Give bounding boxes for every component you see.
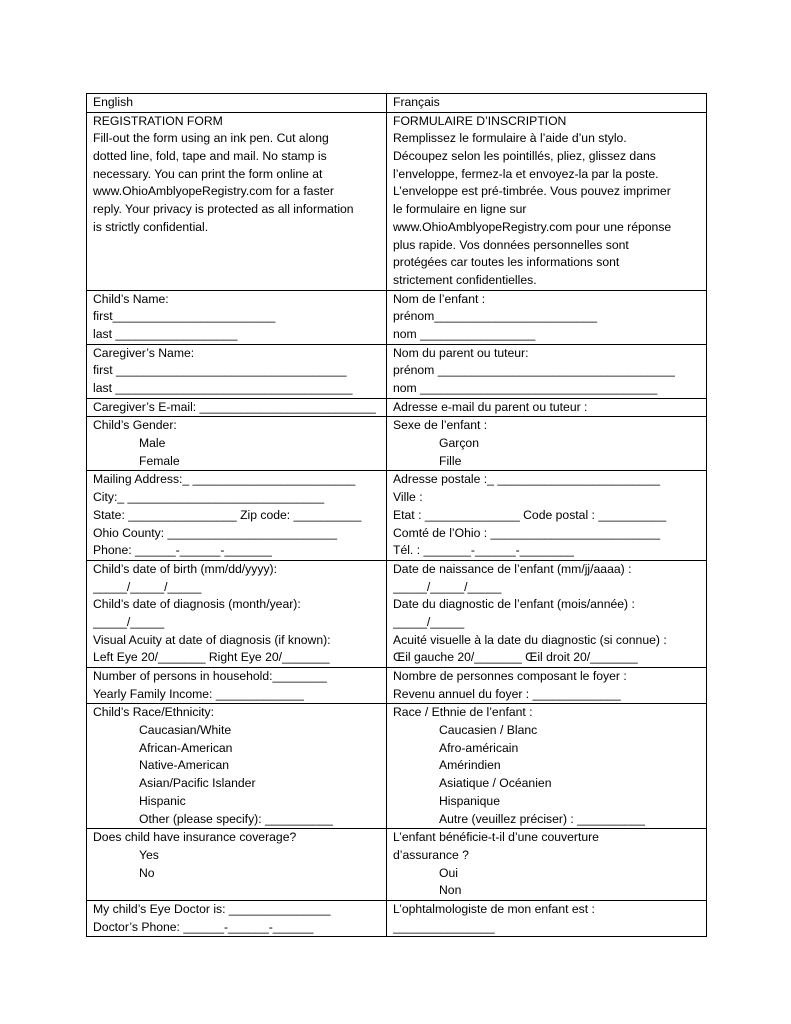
mailing-address-field[interactable]: Mailing Address:_ ________________________ <box>93 472 356 487</box>
caregiver-name-french[interactable] <box>387 344 707 398</box>
insurance-label: d’assurance ? <box>393 847 469 862</box>
intro-english <box>87 112 387 290</box>
race-row <box>87 704 707 829</box>
insurance-label: L’enfant bénéficie-t-il d’une couverture <box>393 830 599 845</box>
eye-doctor-field[interactable]: My child’s Eye Doctor is: _______________ <box>93 901 331 916</box>
eye-doctor-field[interactable]: _______________ <box>393 919 495 934</box>
child-last-name-field[interactable]: last __________________ <box>93 326 238 341</box>
phone-field[interactable]: Tél. : _______-______-________ <box>393 543 574 558</box>
caregiver-name-label: Nom du parent ou tuteur: <box>393 345 529 360</box>
child-name-row <box>87 290 707 344</box>
race-option-other[interactable]: Autre (veuillez préciser) : __________ <box>439 811 645 826</box>
dates-row <box>87 560 707 667</box>
caregiver-last-name-field[interactable]: last ___________________________________ <box>93 381 353 395</box>
gender-label: Sexe de l’enfant : <box>393 418 488 433</box>
doctor-french[interactable] <box>387 900 707 936</box>
diagnosis-date-label: Child’s date of diagnosis (month/year): <box>93 597 301 612</box>
birth-date-label: Child’s date of birth (mm/dd/yyyy): <box>93 561 278 576</box>
intro-text: www.OhioAmblyopeRegistry.com pour une réponse <box>393 219 672 234</box>
household-french[interactable] <box>387 668 707 704</box>
caregiver-email-french[interactable] <box>387 398 707 417</box>
race-french <box>387 704 707 829</box>
visual-acuity-field[interactable]: Œil gauche 20/_______ Œil droit 20/_______ <box>393 650 638 665</box>
child-name-french[interactable] <box>387 290 707 344</box>
mailing-address-row <box>87 471 707 560</box>
child-name-label: Child’s Name: <box>93 291 169 306</box>
insurance-label: Does child have insurance coverage? <box>93 830 297 845</box>
race-option[interactable]: African-American <box>139 740 233 755</box>
family-income-field[interactable]: Yearly Family Income: _____________ <box>93 686 304 701</box>
race-option[interactable]: Caucasien / Blanc <box>439 723 538 738</box>
race-option-other[interactable]: Other (please specify): __________ <box>139 811 333 826</box>
insurance-english <box>87 829 387 901</box>
gender-option-female[interactable]: Female <box>139 453 180 468</box>
intro-french <box>387 112 707 290</box>
intro-title: FORMULAIRE D’INSCRIPTION <box>393 113 567 128</box>
birth-date-field[interactable]: _____/_____/_____ <box>93 579 202 594</box>
child-name-english[interactable] <box>87 290 387 344</box>
caregiver-name-english[interactable] <box>87 344 387 398</box>
insurance-row <box>87 829 707 901</box>
header-english: English <box>87 94 387 113</box>
household-size-field[interactable]: Nombre de personnes composant le foyer : <box>393 669 627 683</box>
gender-english <box>87 417 387 471</box>
race-english <box>87 704 387 829</box>
race-option[interactable]: Asian/Pacific Islander <box>139 776 256 791</box>
state-zip-field[interactable]: Etat : ______________ Code postal : __________ <box>393 507 667 522</box>
caregiver-first-name-field[interactable]: first __________________________________ <box>93 363 347 378</box>
child-first-name-field[interactable]: prénom________________________ <box>393 309 597 324</box>
intro-text: le formulaire en ligne sur <box>393 202 527 217</box>
intro-text: is strictly confidential. <box>93 219 209 234</box>
gender-option-female[interactable]: Fille <box>439 453 462 468</box>
caregiver-email-english[interactable] <box>87 398 387 417</box>
dates-french[interactable] <box>387 560 707 667</box>
header-row <box>87 94 707 113</box>
child-first-name-field[interactable]: first________________________ <box>93 309 276 324</box>
caregiver-last-name-field[interactable]: nom ___________________________________ <box>393 381 658 395</box>
insurance-option-yes[interactable]: Yes <box>139 847 159 862</box>
caregiver-email-row <box>87 398 707 417</box>
race-option[interactable]: Asiatique / Océanien <box>439 776 552 791</box>
state-zip-field[interactable]: State: ________________ Zip code: __________ <box>93 507 362 522</box>
race-option[interactable]: Native-American <box>139 758 230 773</box>
race-option[interactable]: Afro-américain <box>439 740 519 755</box>
visual-acuity-label: Acuité visuelle à la date du diagnostic (si connue) : <box>393 632 667 647</box>
doctor-phone-field[interactable]: Doctor’s Phone: ______-______-______ <box>93 919 314 934</box>
race-option[interactable]: Hispanic <box>139 793 186 808</box>
race-label: Race / Ethnie de l’enfant : <box>393 705 533 720</box>
intro-text: Remplissez le formulaire à l’aide d’un stylo. <box>393 131 627 146</box>
mailing-address-english[interactable] <box>87 471 387 560</box>
gender-row <box>87 417 707 471</box>
diagnosis-date-field[interactable]: _____/_____ <box>93 614 165 629</box>
county-field[interactable]: Comté de l’Ohio : _________________________ <box>393 525 660 540</box>
child-last-name-field[interactable]: nom _________________ <box>393 326 536 341</box>
birth-date-field[interactable]: _____/_____/_____ <box>393 579 502 594</box>
child-name-label: Nom de l’enfant : <box>393 291 486 306</box>
intro-text: l’enveloppe, fermez-la et envoyez-la par la poste. <box>393 166 659 181</box>
gender-french <box>387 417 707 471</box>
gender-option-male[interactable]: Garçon <box>439 436 479 451</box>
family-income-field[interactable]: Revenu annuel du foyer : _____________ <box>393 686 621 701</box>
intro-text: Découpez selon les pointillés, pliez, glissez dans <box>393 149 656 164</box>
intro-row <box>87 112 707 290</box>
caregiver-first-name-field[interactable]: prénom ___________________________________ <box>393 363 675 378</box>
race-option[interactable]: Hispanique <box>439 793 500 808</box>
intro-text: strictement confidentielles. <box>393 272 537 287</box>
intro-text: plus rapide. Vos données personnelles sont <box>393 237 629 252</box>
intro-text: L’enveloppe est pré-timbrée. Vous pouvez imprimer <box>393 184 671 199</box>
intro-text: Fill-out the form using an ink pen. Cut along <box>93 131 329 146</box>
insurance-option-no[interactable]: Non <box>439 883 462 898</box>
diagnosis-date-field[interactable]: _____/_____ <box>393 614 465 629</box>
gender-label: Child’s Gender: <box>93 418 177 433</box>
insurance-french <box>387 829 707 901</box>
intro-title: REGISTRATION FORM <box>93 113 223 128</box>
insurance-option-no[interactable]: No <box>139 865 155 880</box>
household-english[interactable] <box>87 668 387 704</box>
city-field[interactable]: Ville : <box>393 490 423 505</box>
header-french: Français <box>387 94 707 113</box>
city-field[interactable]: City:_ _____________________________ <box>93 490 325 505</box>
birth-date-label: Date de naissance de l’enfant (mm/jj/aaaa) : <box>393 561 632 576</box>
intro-text: necessary. You can print the form online at <box>93 166 323 181</box>
caregiver-name-row <box>87 344 707 398</box>
county-field[interactable]: Ohio County: _________________________ <box>93 525 337 540</box>
caregiver-email-field[interactable]: Adresse e-mail du parent ou tuteur : <box>393 399 588 414</box>
household-size-field[interactable]: Number of persons in household:________ <box>93 669 327 683</box>
caregiver-email-field[interactable]: Caregiver’s E-mail: __________________________ <box>93 399 376 414</box>
insurance-option-yes[interactable]: Oui <box>439 865 458 880</box>
intro-text: www.OhioAmblyopeRegistry.com for a faster <box>93 184 334 199</box>
visual-acuity-field[interactable]: Left Eye 20/_______ Right Eye 20/_______ <box>93 650 330 665</box>
gender-option-male[interactable]: Male <box>139 436 166 451</box>
phone-field[interactable]: Phone: ______-______-_______ <box>93 543 272 558</box>
mailing-address-field[interactable]: Adresse postale :_ ________________________ <box>393 472 661 487</box>
intro-text: reply. Your privacy is protected as all information <box>93 202 354 217</box>
intro-text: dotted line, fold, tape and mail. No stamp is <box>93 149 327 164</box>
mailing-address-french[interactable] <box>387 471 707 560</box>
registration-form-table <box>86 93 707 937</box>
visual-acuity-label: Visual Acuity at date of diagnosis (if known): <box>93 632 331 647</box>
dates-english[interactable] <box>87 560 387 667</box>
intro-text: protégées car toutes les informations sont <box>393 255 620 270</box>
doctor-english[interactable] <box>87 900 387 936</box>
household-row <box>87 668 707 704</box>
race-option[interactable]: Caucasian/White <box>139 723 232 738</box>
caregiver-name-label: Caregiver’s Name: <box>93 345 195 360</box>
race-label: Child’s Race/Ethnicity: <box>93 705 215 720</box>
diagnosis-date-label: Date du diagnostic de l’enfant (mois/année) : <box>393 597 635 612</box>
eye-doctor-label: L’ophtalmologiste de mon enfant est : <box>393 901 595 916</box>
doctor-row <box>87 900 707 936</box>
spacer <box>93 882 382 900</box>
race-option[interactable]: Amérindien <box>439 758 501 773</box>
